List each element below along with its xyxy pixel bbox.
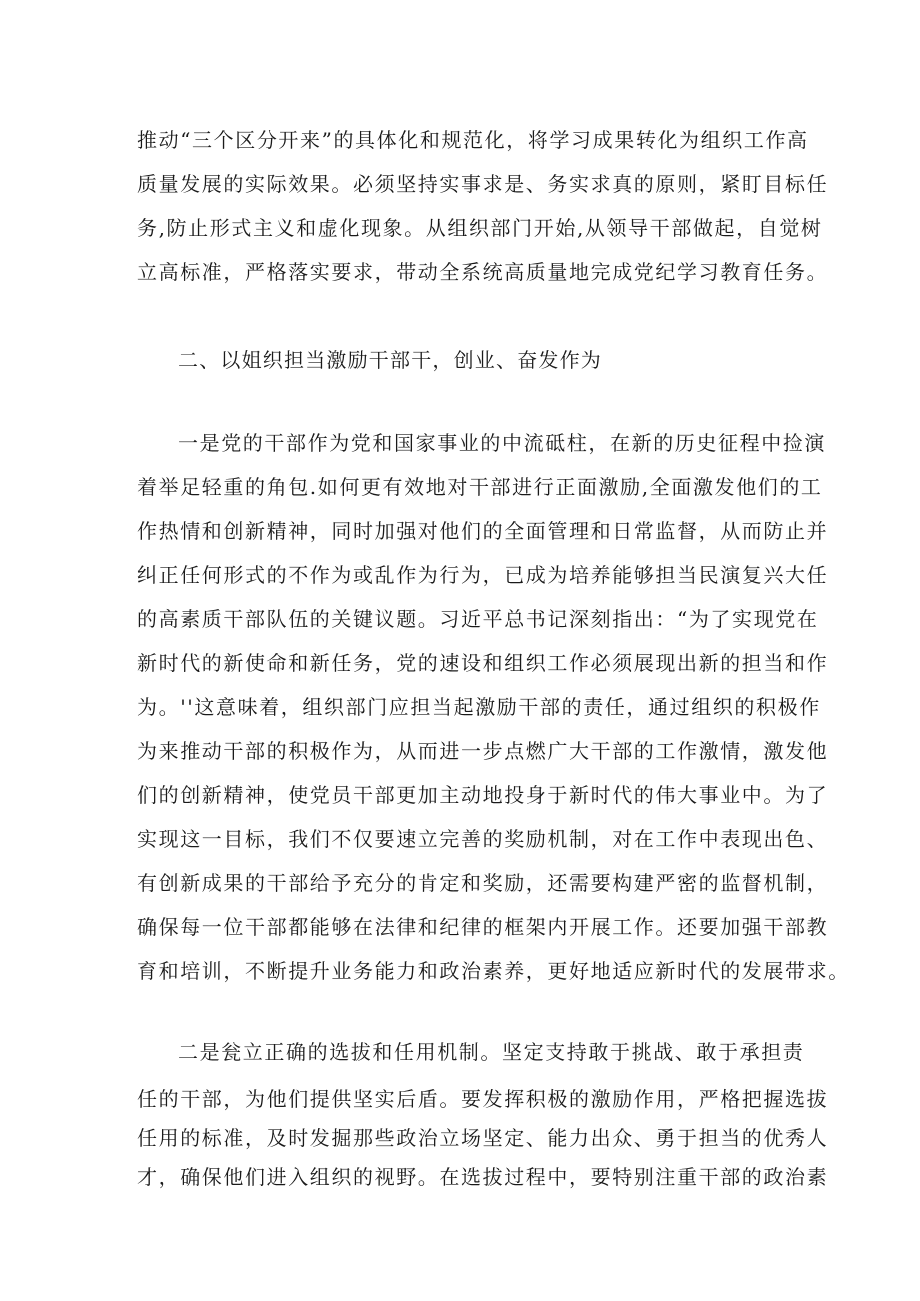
paragraph-line: 着举足轻重的角包.如何更有效地对干部进行正面激励,全面激发他们的工 bbox=[137, 475, 823, 499]
paragraph-line: 一是党的干部作为党和国家事业的中流砥柱，在新的历史征程中捡演 bbox=[178, 431, 826, 455]
paragraph-line: 务,防止形式主义和虚化现象。从组织部门开始,从领导干部做起，自觉树 bbox=[137, 216, 823, 240]
paragraph-line: 们的创新精神，使党员干部更加主动地投身于新时代的伟大事业中。为了 bbox=[137, 783, 829, 807]
paragraph-line: 为。''这意味着，组织部门应担当起激励干部的责任，通过组织的积极作 bbox=[137, 695, 821, 719]
paragraph-line: 有创新成果的干部给予充分的肯定和奖励，还需要构建严密的监督机制， bbox=[137, 871, 829, 895]
paragraph-line: 二是瓮立正确的选拔和任用机制。坚定支持敢于挑战、敢于承担责 bbox=[178, 1040, 805, 1064]
paragraph-line: 纠正任何形式的不作为或乱作为行为，已成为培养能够担当民演复兴大任 bbox=[137, 563, 829, 587]
paragraph-line: 立高标准，严格落实要求，带动全系统高质量地完成党纪学习教育任务。 bbox=[137, 260, 829, 284]
paragraph-line: 实现这一目标，我们不仅要速立完善的奖励机制，对在工作中表现出色、 bbox=[137, 827, 829, 851]
paragraph-line: 的高素质干部队伍的关键议题。习近平总书记深刻指出：“为了实现党在 bbox=[137, 607, 819, 631]
paragraph-line: 为来推动干部的积极作为，从而进一步点燃广大干部的工作激情，激发他 bbox=[137, 739, 829, 763]
paragraph-line: 新时代的新使命和新任务，党的速设和组织工作必须展现出新的担当和作 bbox=[137, 651, 829, 675]
paragraph-line: 任的干部，为他们提供坚实后盾。要发挥积极的激励作用，严格把握选拔 bbox=[137, 1087, 829, 1111]
paragraph-line: 推动“三个区分开来”的具体化和规范化，将学习成果转化为组织工作高 bbox=[137, 128, 809, 152]
paragraph-line: 才，确保他们进入组织的视野。在选拔过程中，要特别注重干部的政治素 bbox=[137, 1165, 829, 1189]
paragraph-line: 作热情和创新精神，同时加强对他们的全面管理和日常监督，从而防止并 bbox=[137, 519, 829, 543]
paragraph-line: 任用的标准，及时发掘那些政治立场坚定、能力出众、勇于担当的优秀人 bbox=[137, 1126, 829, 1150]
paragraph-line: 质量发展的实际效果。必须坚持实事求是、务实求真的原则，紧盯目标任 bbox=[137, 172, 829, 196]
paragraph-line: 确保每一位干部都能够在法律和纪律的框架内开展工作。还要加强干部教 bbox=[137, 915, 829, 939]
section-heading: 二、以姐织担当激励干部干，创业、奋发作为 bbox=[178, 348, 602, 372]
paragraph-line: 育和培训，不断提升业务能力和政治素养，更好地适应新时代的发展带求。 bbox=[137, 959, 850, 983]
